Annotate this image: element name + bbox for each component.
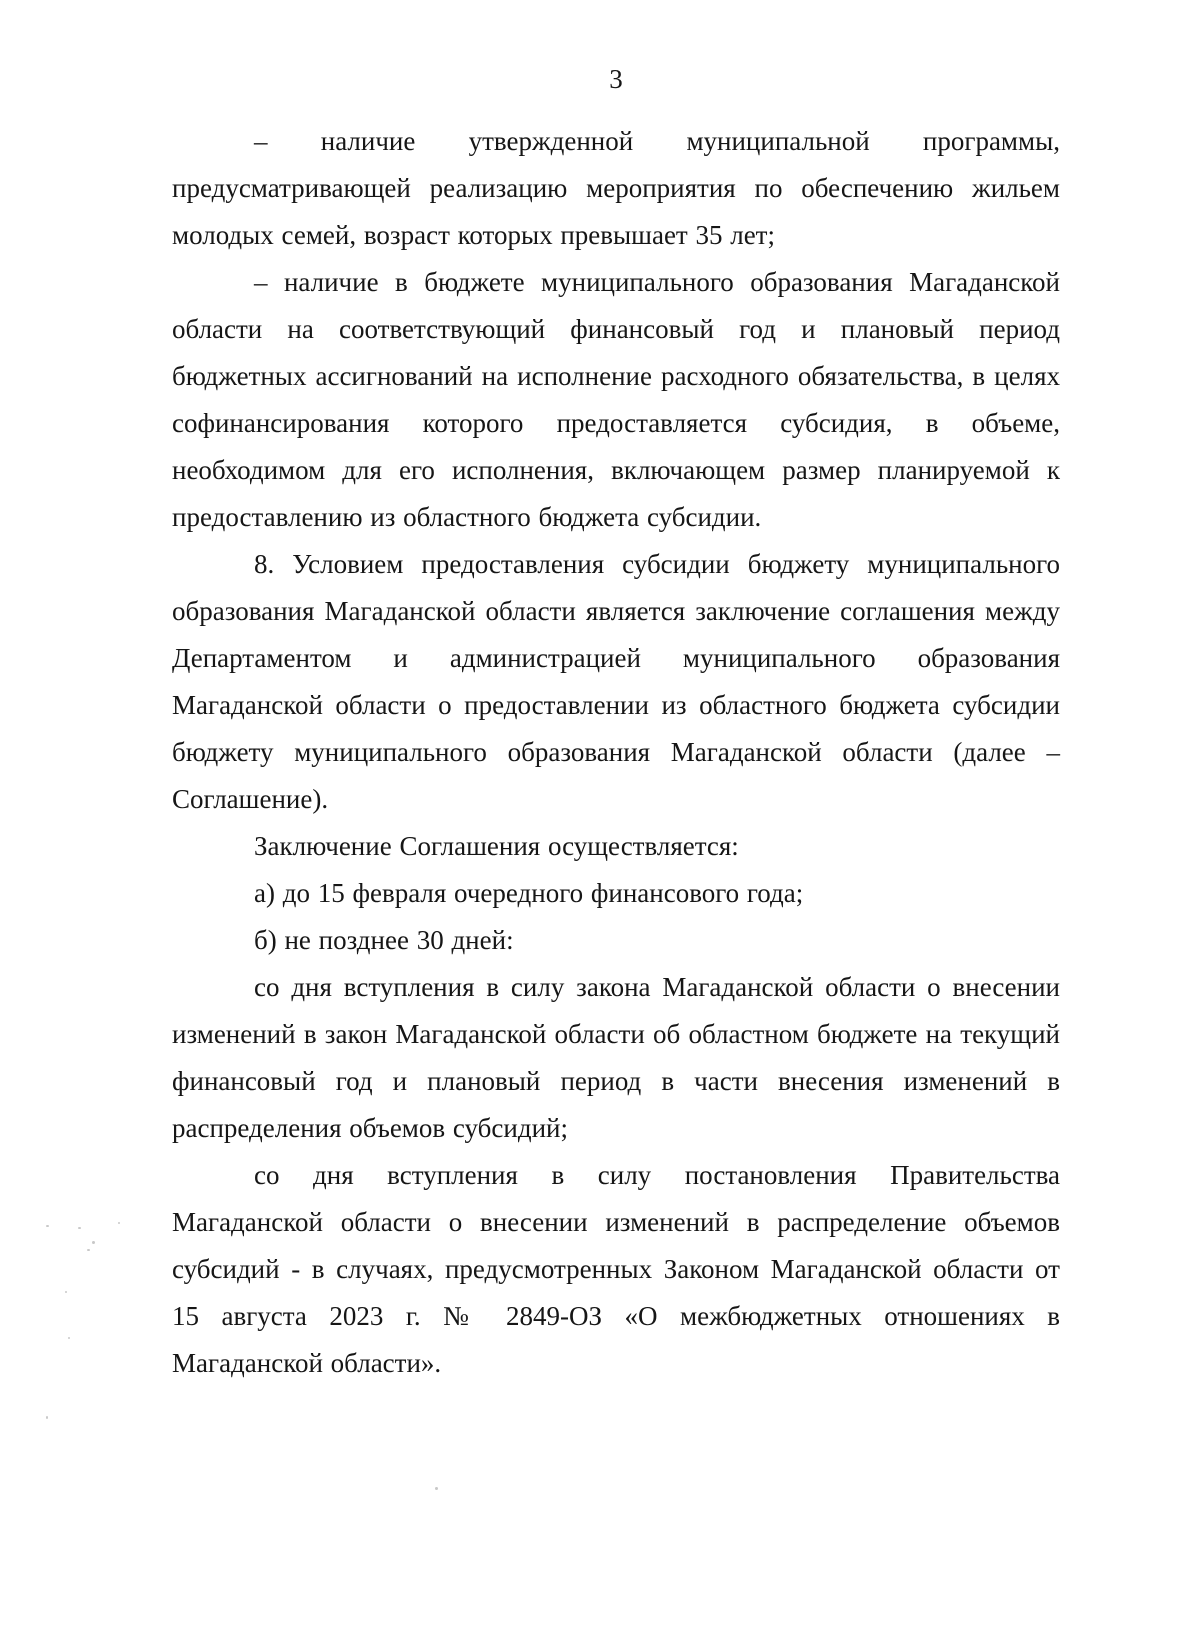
paragraph-item-a: а) до 15 февраля очередного финансового года; <box>254 878 804 908</box>
document-text-block <box>172 56 1060 1387</box>
page-number: 3 <box>609 64 623 94</box>
scan-speck <box>78 1227 81 1229</box>
scan-speck <box>46 1225 49 1227</box>
scan-speck <box>92 1241 95 1244</box>
paragraph-agreement-intro: Заключение Соглашения осуществляется: <box>254 831 739 861</box>
paragraph-requirement-program: – наличие утвержденной муниципальной программы, предусматривающей реализацию мероприятия по обеспечению жильем молодых семей, возраст которых превышает 35 лет; <box>172 126 1060 250</box>
scan-speck <box>65 1291 67 1293</box>
paragraph-clause-8: 8. Условием предоставления субсидии бюджету муниципального образования Магаданской области является заключение соглашения между Департаментом и администрацией муниципального образования Магаданской области о предоставлении из областного бюджета субсидии бюджету муниципального образования Магаданской области (далее – Соглашение). <box>172 549 1060 814</box>
paragraph-item-b: б) не позднее 30 дней: <box>254 925 514 955</box>
scan-speck <box>87 1249 90 1251</box>
scan-speck <box>435 1487 438 1490</box>
paragraph-requirement-budget: – наличие в бюджете муниципального образования Магаданской области на соответствующий финансовый год и плановый период бюджетных ассигнований на исполнение расходного обязательства, в целях софинансирования которого предоставляется субсидия, в объеме, необходимом для его исполнения, включающем размер планируемой к предоставлению из областного бюджета субсидии. <box>172 267 1060 532</box>
scan-speck <box>46 1416 48 1419</box>
scan-speck <box>68 1337 70 1339</box>
paragraph-government-resolution: со дня вступления в силу постановления Правительства Магаданской области о внесении изменений в распределение объемов субсидий - в случаях, предусмотренных Законом Магаданской области от 15 августа 2023 г. № 2849-ОЗ «О межбюджетных отношениях в Магаданской области». <box>172 1160 1060 1378</box>
paragraph-law-changes: со дня вступления в силу закона Магаданской области о внесении изменений в закон Магаданской области об областном бюджете на текущий финансовый год и плановый период в части внесения изменений в распределения объемов субсидий; <box>172 972 1060 1143</box>
scan-speck <box>118 1222 120 1224</box>
